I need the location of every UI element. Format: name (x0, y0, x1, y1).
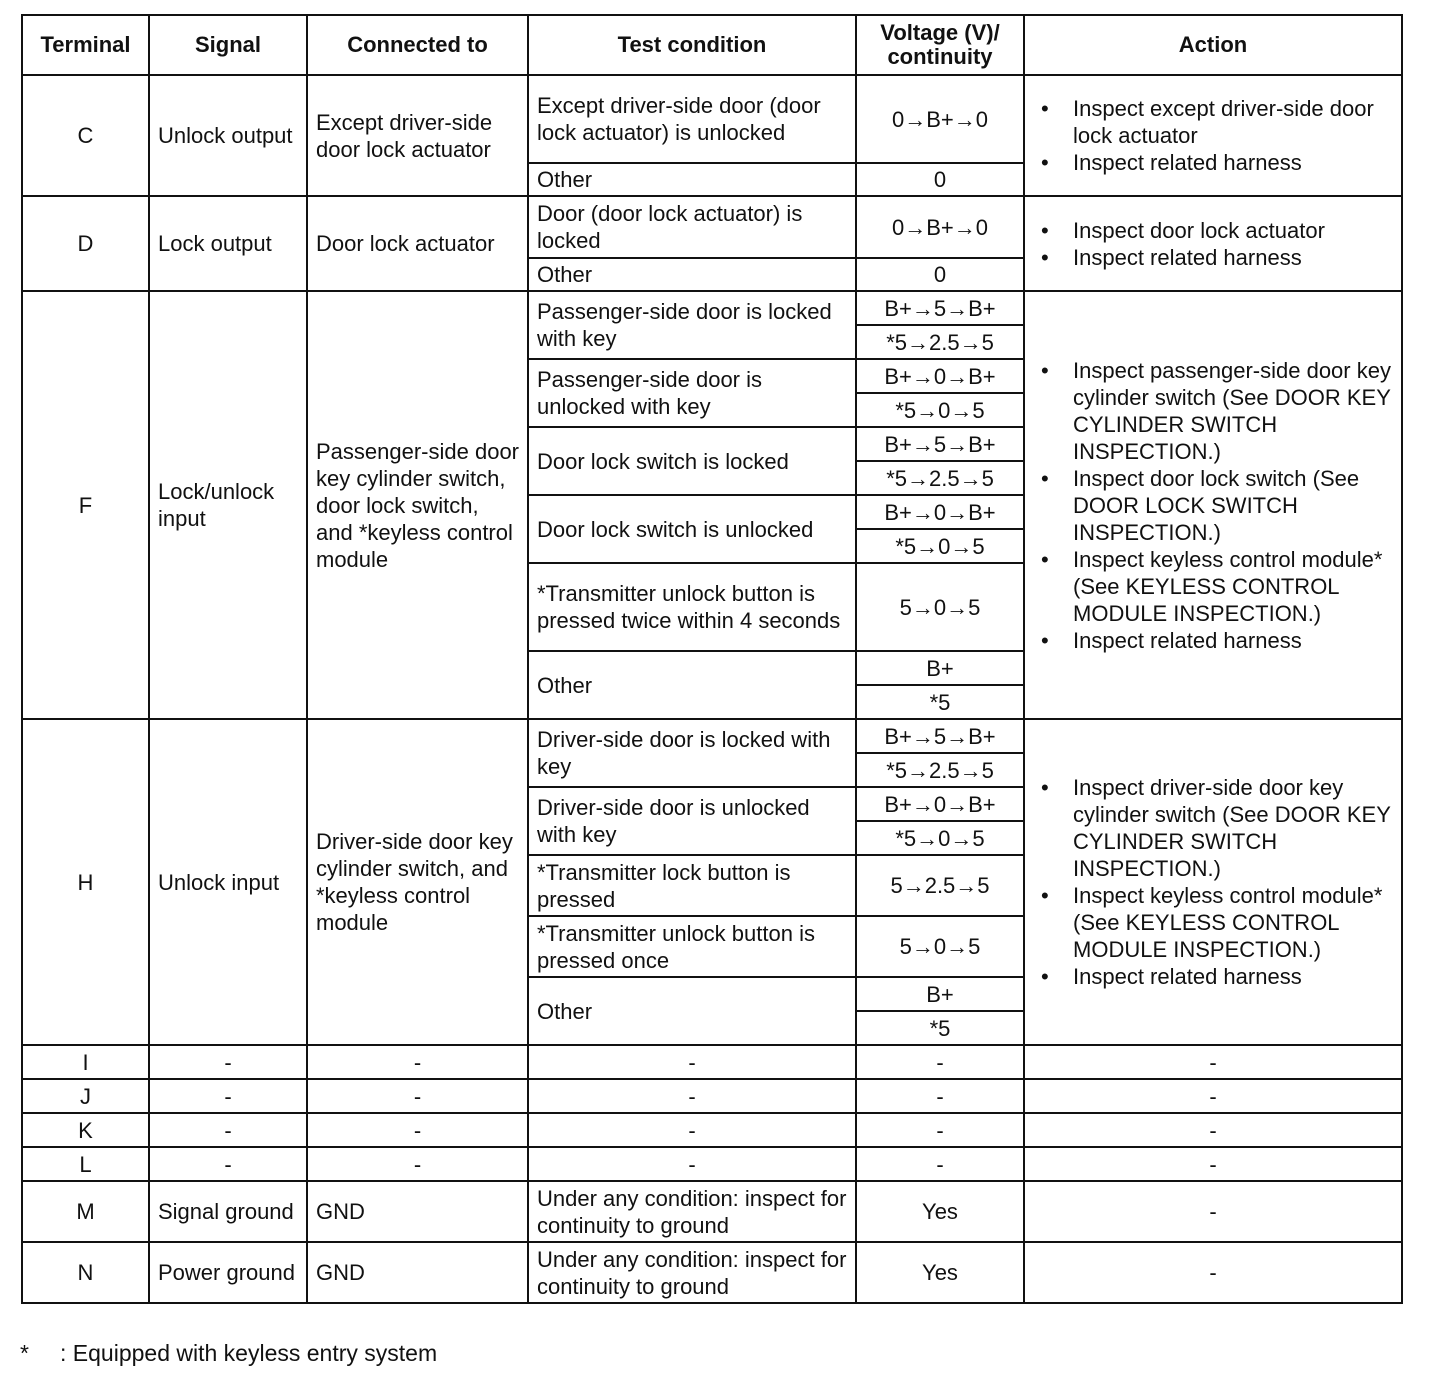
test-cell: Except driver-side door (door lock actuator) is unlocked (528, 75, 856, 163)
voltage-cell: *5→2.5→5 (856, 753, 1024, 787)
table-row (22, 1079, 1402, 1113)
signal-cell: - (149, 1079, 307, 1113)
voltage-cell: B+→0→B+ (856, 787, 1024, 821)
header-signal: Signal (149, 15, 307, 75)
connected-cell: - (307, 1079, 528, 1113)
table-row (22, 1045, 1402, 1079)
signal-cell: Unlock output (149, 75, 307, 196)
table-row (22, 196, 1402, 258)
action-cell: - (1024, 1079, 1402, 1113)
terminal-cell: F (22, 291, 149, 719)
action-cell: - (1024, 1113, 1402, 1147)
voltage-cell: B+ (856, 977, 1024, 1011)
voltage-cell: B+→5→B+ (856, 291, 1024, 325)
header-test-condition: Test condition (528, 15, 856, 75)
connected-cell: - (307, 1147, 528, 1181)
terminal-cell: K (22, 1113, 149, 1147)
action-item: • Inspect except driver-side door lock actuator (1073, 95, 1393, 149)
header-row (22, 15, 1402, 75)
test-cell: *Transmitter unlock button is pressed once (528, 916, 856, 977)
voltage-cell: *5 (856, 685, 1024, 719)
connected-cell: Passenger-side door key cylinder switch, door lock switch, and *keyless control module (307, 291, 528, 719)
voltage-cell: 0 (856, 258, 1024, 291)
voltage-cell: 5→0→5 (856, 563, 1024, 651)
test-cell: Door (door lock actuator) is locked (528, 196, 856, 258)
terminal-cell: C (22, 75, 149, 196)
action-item: • Inspect door lock actuator (1073, 217, 1393, 244)
test-cell: - (528, 1045, 856, 1079)
voltage-cell: *5→2.5→5 (856, 325, 1024, 359)
test-cell: Driver-side door is unlocked with key (528, 787, 856, 855)
voltage-cell: *5→2.5→5 (856, 461, 1024, 495)
terminal-cell: D (22, 196, 149, 291)
voltage-cell: *5 (856, 1011, 1024, 1045)
action-item: • Inspect related harness (1073, 149, 1393, 176)
action-item: • Inspect related harness (1073, 963, 1393, 990)
footnote-text: : Equipped with keyless entry system (60, 1340, 438, 1366)
signal-cell: - (149, 1147, 307, 1181)
voltage-cell: 0→B+→0 (856, 75, 1024, 163)
header-action: Action (1024, 15, 1402, 75)
connected-cell: Except driver-side door lock actuator (307, 75, 528, 196)
header-terminal: Terminal (22, 15, 149, 75)
signal-cell: Signal ground (149, 1181, 307, 1242)
connected-cell: Door lock actuator (307, 196, 528, 291)
action-cell: - (1024, 1242, 1402, 1303)
header-voltage: Voltage (V)/ continuity (856, 15, 1024, 75)
action-cell: - (1024, 1147, 1402, 1181)
voltage-cell: *5→0→5 (856, 821, 1024, 855)
footnote (20, 1340, 437, 1367)
test-cell: Passenger-side door is locked with key (528, 291, 856, 359)
table-row (22, 1242, 1402, 1303)
table-row (22, 75, 1402, 163)
voltage-cell: 5→0→5 (856, 916, 1024, 977)
test-cell: Other (528, 651, 856, 719)
terminal-cell: L (22, 1147, 149, 1181)
table-row (22, 719, 1402, 753)
table-row (22, 1181, 1402, 1242)
terminal-cell: M (22, 1181, 149, 1242)
test-cell: - (528, 1079, 856, 1113)
voltage-cell: B+→5→B+ (856, 427, 1024, 461)
signal-cell: - (149, 1045, 307, 1079)
action-cell (1024, 196, 1402, 291)
connected-cell: - (307, 1045, 528, 1079)
voltage-cell: - (856, 1147, 1024, 1181)
table-row (22, 291, 1402, 325)
terminal-cell: N (22, 1242, 149, 1303)
voltage-cell: 0→B+→0 (856, 196, 1024, 258)
signal-cell: - (149, 1113, 307, 1147)
action-item: • Inspect related harness (1073, 244, 1393, 271)
action-item: • Inspect keyless control module* (See KEYLESS CONTROL MODULE INSPECTION.) (1073, 546, 1393, 627)
voltage-cell: 0 (856, 163, 1024, 196)
action-cell: - (1024, 1181, 1402, 1242)
signal-cell: Power ground (149, 1242, 307, 1303)
terminal-spec-table (21, 14, 1403, 1304)
test-cell: Other (528, 977, 856, 1045)
terminal-cell: I (22, 1045, 149, 1079)
footnote-mark: * (20, 1340, 29, 1366)
test-cell: *Transmitter lock button is pressed (528, 855, 856, 916)
voltage-cell: - (856, 1079, 1024, 1113)
action-cell: - (1024, 1045, 1402, 1079)
voltage-cell: B+ (856, 651, 1024, 685)
terminal-cell: J (22, 1079, 149, 1113)
voltage-cell: Yes (856, 1181, 1024, 1242)
signal-cell: Unlock input (149, 719, 307, 1045)
test-cell: Door lock switch is unlocked (528, 495, 856, 563)
test-cell: Under any condition: inspect for continuity to ground (528, 1181, 856, 1242)
action-item: • Inspect driver-side door key cylinder switch (See DOOR KEY CYLINDER SWITCH INSPECTION.) (1073, 774, 1393, 882)
terminal-cell: H (22, 719, 149, 1045)
voltage-cell: *5→0→5 (856, 529, 1024, 563)
voltage-cell: Yes (856, 1242, 1024, 1303)
voltage-cell: - (856, 1113, 1024, 1147)
test-cell: *Transmitter unlock button is pressed twice within 4 seconds (528, 563, 856, 651)
connected-cell: GND (307, 1242, 528, 1303)
connected-cell: - (307, 1113, 528, 1147)
voltage-cell: - (856, 1045, 1024, 1079)
action-item: • Inspect passenger-side door key cylinder switch (See DOOR KEY CYLINDER SWITCH INSPECTION.) (1073, 357, 1393, 465)
table-row (22, 1113, 1402, 1147)
test-cell: Other (528, 163, 856, 196)
test-cell: Other (528, 258, 856, 291)
action-item: • Inspect door lock switch (See DOOR LOCK SWITCH INSPECTION.) (1073, 465, 1393, 546)
header-connected-to: Connected to (307, 15, 528, 75)
signal-cell: Lock/unlock input (149, 291, 307, 719)
action-cell (1024, 719, 1402, 1045)
connected-cell: GND (307, 1181, 528, 1242)
action-cell (1024, 291, 1402, 719)
voltage-cell: B+→5→B+ (856, 719, 1024, 753)
test-cell: Door lock switch is locked (528, 427, 856, 495)
voltage-cell: 5→2.5→5 (856, 855, 1024, 916)
voltage-cell: B+→0→B+ (856, 359, 1024, 393)
action-item: • Inspect related harness (1073, 627, 1393, 654)
connected-cell: Driver-side door key cylinder switch, and *keyless control module (307, 719, 528, 1045)
signal-cell: Lock output (149, 196, 307, 291)
voltage-cell: *5→0→5 (856, 393, 1024, 427)
action-item: • Inspect keyless control module* (See KEYLESS CONTROL MODULE INSPECTION.) (1073, 882, 1393, 963)
test-cell: - (528, 1147, 856, 1181)
test-cell: - (528, 1113, 856, 1147)
test-cell: Passenger-side door is unlocked with key (528, 359, 856, 427)
table-row (22, 1147, 1402, 1181)
test-cell: Under any condition: inspect for continuity to ground (528, 1242, 856, 1303)
test-cell: Driver-side door is locked with key (528, 719, 856, 787)
action-cell (1024, 75, 1402, 196)
voltage-cell: B+→0→B+ (856, 495, 1024, 529)
